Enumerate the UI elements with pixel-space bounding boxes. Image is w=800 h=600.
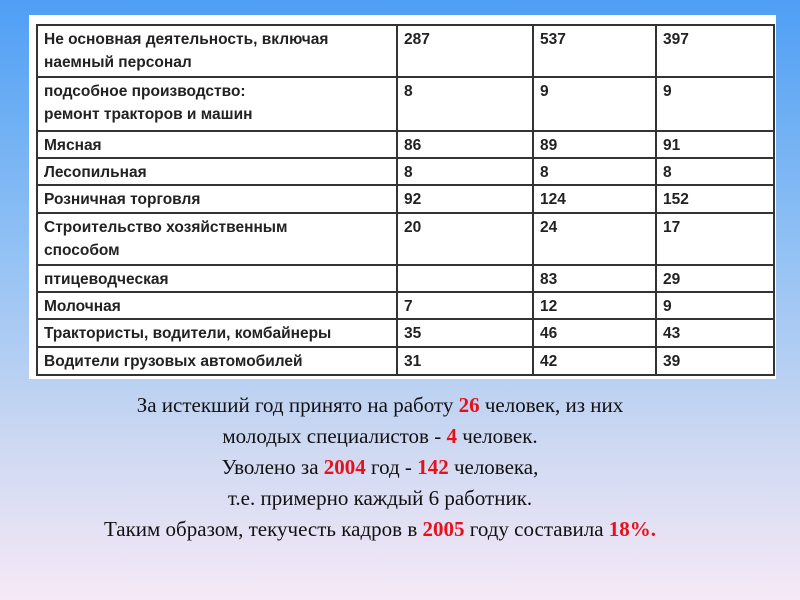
row-label: Трактористы, водители, комбайнеры [37,319,397,346]
cell-value: 43 [656,319,774,346]
cell-value: 8 [656,158,774,185]
cell-value: 397 [656,25,774,77]
turnover-year: 2005 [422,517,465,541]
row-label: подсобное производство: ремонт тракторов и машин [37,77,397,130]
young-specialists-count: 4 [446,424,457,448]
staff-table-panel [29,15,776,379]
cell-value: 89 [533,131,656,158]
row-label: Молочная [37,292,397,319]
cell-value: 12 [533,292,656,319]
cell-value: 152 [656,185,774,212]
cell-value: 31 [397,347,533,375]
cell-value: 124 [533,185,656,212]
cell-value [397,265,533,292]
table-row [37,213,774,265]
dismissed-year: 2004 [323,455,366,479]
dismissed-count: 142 [417,455,449,479]
cell-value: 92 [397,185,533,212]
summary-text-fragment: человек, из них [479,393,624,417]
summary-text-fragment: человека, [448,455,539,479]
summary-line-dismissed [0,452,760,483]
table-row [37,25,774,77]
table-row [37,347,774,375]
cell-value: 20 [397,213,533,265]
cell-value: 42 [533,347,656,375]
cell-value: 17 [656,213,774,265]
summary-text-fragment: год - [365,455,418,479]
cell-value: 35 [397,319,533,346]
table-row [37,158,774,185]
cell-value: 83 [533,265,656,292]
summary-text-fragment: человек. [456,424,538,448]
cell-value: 287 [397,25,533,77]
table-row [37,292,774,319]
cell-value: 7 [397,292,533,319]
summary-line-ratio [0,483,760,514]
summary-text [0,390,760,545]
row-label: Не основная деятельность, включая наемный персонал [37,25,397,77]
table-row [37,319,774,346]
summary-text-fragment: молодых специалистов - [222,424,447,448]
turnover-rate: 18%. [608,517,657,541]
row-label: Строительство хозяйственным способом [37,213,397,265]
cell-value: 8 [397,77,533,130]
summary-line-hired [0,390,760,421]
cell-value: 24 [533,213,656,265]
summary-text-fragment: т.е. примерно каждый 6 работник. [227,486,533,510]
table-row [37,185,774,212]
row-label: птицеводческая [37,265,397,292]
cell-value: 8 [533,158,656,185]
table-row [37,131,774,158]
cell-value: 537 [533,25,656,77]
summary-text-fragment: году составила [464,517,609,541]
table-row [37,265,774,292]
cell-value: 39 [656,347,774,375]
staff-table [36,24,775,376]
summary-line-young-specialists [0,421,760,452]
summary-text-fragment: Уволено за [221,455,324,479]
cell-value: 9 [656,292,774,319]
row-label: Лесопильная [37,158,397,185]
cell-value: 46 [533,319,656,346]
hired-count: 26 [458,393,480,417]
cell-value: 29 [656,265,774,292]
row-label: Мясная [37,131,397,158]
row-label: Розничная торговля [37,185,397,212]
row-label: Водители грузовых автомобилей [37,347,397,375]
cell-value: 8 [397,158,533,185]
table-row [37,77,774,130]
summary-line-turnover [0,514,760,545]
cell-value: 9 [533,77,656,130]
summary-text-fragment: Таким образом, текучесть кадров в [103,517,423,541]
cell-value: 86 [397,131,533,158]
summary-text-fragment: За истекший год принято на работу [136,393,459,417]
cell-value: 91 [656,131,774,158]
cell-value: 9 [656,77,774,130]
